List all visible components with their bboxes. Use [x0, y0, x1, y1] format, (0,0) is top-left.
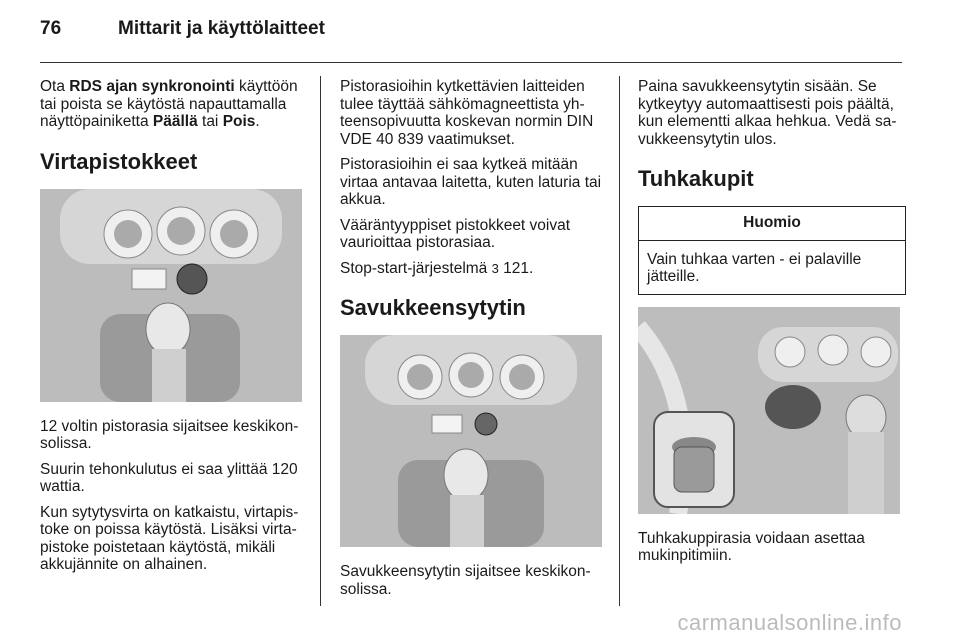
intro-paragraph: Ota RDS ajan synkronointi käyttöön tai poista se käytöstä napauttamalla näyttöpainiketta Päällä tai Pois.: [40, 78, 298, 130]
section-heading-cigarette-lighter: Savukkeensytytin: [340, 295, 526, 320]
page-reference-icon: 3: [491, 260, 499, 276]
notice-body: Vain tuhkaa varten - ei palaville jätteille.: [647, 250, 862, 285]
cigarette-lighter-illustration: [340, 335, 602, 547]
lighter-usage-text: Paina savukkeensytytin sisään. Se kytkeytyy automaattisesti pois päältä, kun elementti alkaa hehkua. Vedä savukkeensytytin ulos.: [638, 78, 897, 148]
wrong-plug-text: Vääräntyyppiset pistokkeet voivat vaurioittaa pistorasiaa.: [340, 216, 571, 251]
stop-start-reference: Stop-start-järjestelmä 3 121.: [340, 259, 534, 277]
section-heading-power-outlets: Virtapistokkeet: [40, 148, 198, 174]
emc-requirements-text: Pistorasioihin kytkettävien laitteiden tulee täyttää sähkömagneettista yhteensopivuutta koskevan normin DIN VDE 40 839 vaatimukset.: [340, 78, 594, 148]
ashtray-placement-text: Tuhkakuppirasia voidaan asettaa mukinpitimiin.: [638, 529, 865, 564]
column-1: [40, 78, 305, 582]
header-rule: [40, 62, 902, 63]
outlet-location-text: 12 voltin pistorasia sijaitsee keskikonsolissa.: [40, 417, 299, 452]
notice-title: Huomio: [639, 207, 905, 241]
column-divider-2: [619, 76, 620, 606]
watermark: carmanualsonline.info: [677, 610, 902, 635]
page-number: 76: [40, 18, 62, 39]
power-outlet-illustration: [40, 189, 302, 402]
lighter-location-text: Savukkeensytytin sijaitsee keskikonsolissa.: [340, 563, 591, 598]
column-2: [340, 78, 605, 606]
notice-box: [638, 206, 906, 295]
max-power-text: Suurin tehonkulutus ei saa ylittää 120 wattia.: [40, 460, 298, 495]
ashtray-illustration: [638, 307, 900, 514]
section-heading-ashtrays: Tuhkakupit: [638, 166, 754, 191]
column-divider-1: [320, 76, 321, 606]
no-charger-text: Pistorasioihin ei saa kytkeä mitään virtaa antavaa laitetta, kuten laturia tai akkua.: [340, 156, 602, 208]
column-3: [638, 78, 906, 573]
outlet-disabled-text: Kun sytytysvirta on katkaistu, virtapistoke on poissa käytöstä. Lisäksi virtapistoke poistetaan käytöstä, mikäli akkujännite on alhainen.: [40, 503, 299, 573]
page-title: Mittarit ja käyttölaitteet: [118, 18, 325, 39]
